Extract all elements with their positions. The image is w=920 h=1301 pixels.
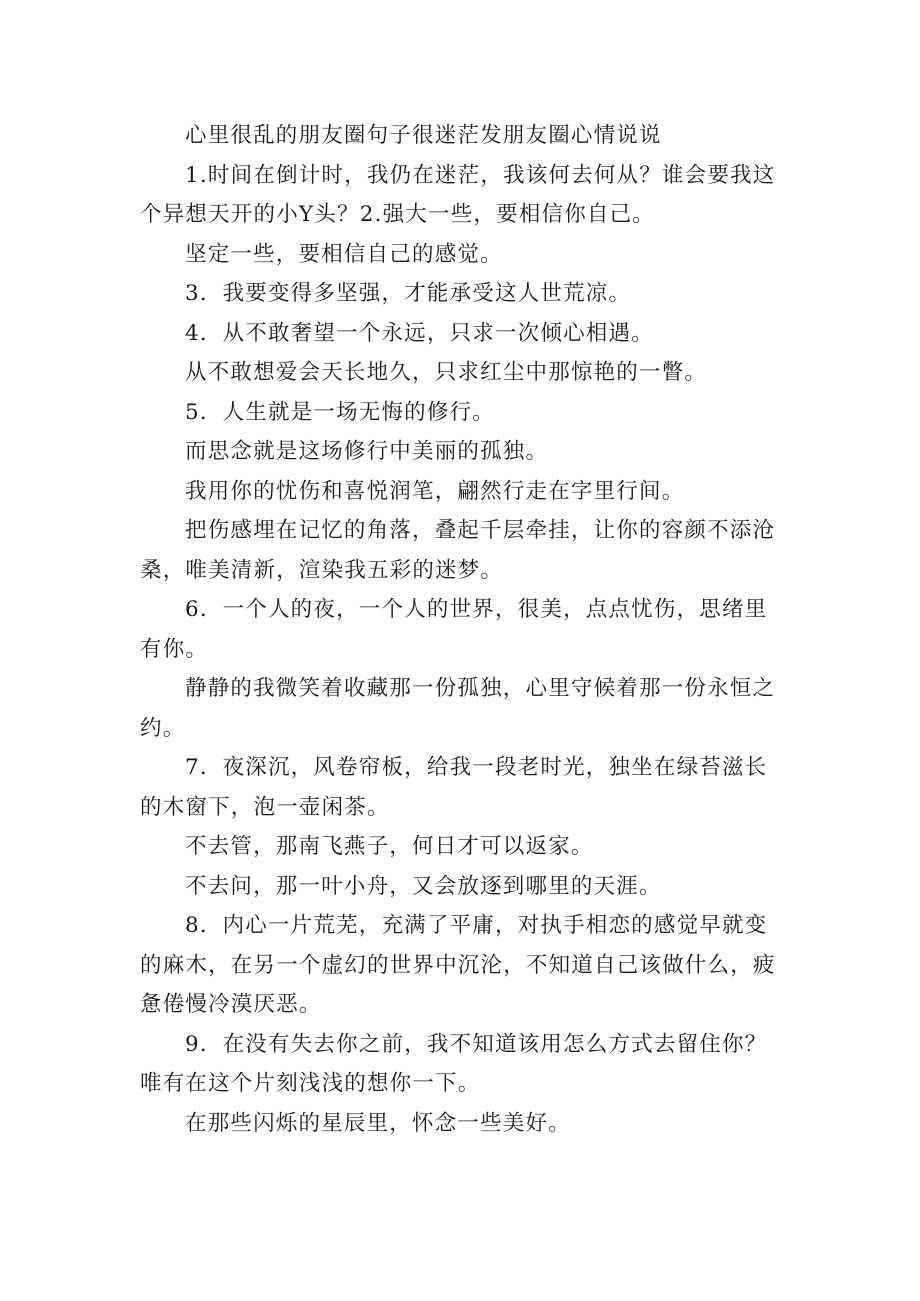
paragraph: 3．我要变得多坚强，才能承受这人世荒凉。 xyxy=(185,281,632,306)
paragraph: 从不敢想爱会天长地久，只求红尘中那惊艳的一瞥。 xyxy=(185,360,708,385)
paragraph: 9．在没有失去你之前，我不知道该用怎么方式去留住你？唯有在这个片刻浅浅的想你一下。 xyxy=(140,1031,768,1096)
paragraph: 把伤感埋在记忆的角落，叠起千层牵挂，让你的容颜不添沧桑，唯美清新，渲染我五彩的迷梦。 xyxy=(140,518,776,583)
paragraph: 6．一个人的夜，一个人的世界，很美，点点忧伤，思绪里有你。 xyxy=(140,597,768,662)
paragraph: 而思念就是这场修行中美丽的孤独。 xyxy=(185,439,549,464)
document-body xyxy=(140,116,785,1143)
paragraph: 1.时间在倒计时，我仍在迷茫，我该何去何从？谁会要我这个异想天开的小Y头？2.强大一些，要相信你自己。 xyxy=(140,162,776,227)
paragraph: 7．夜深沉，风卷帘板，给我一段老时光，独坐在绿苔滋长的木窗下，泡一壶闲茶。 xyxy=(140,755,768,820)
paragraph: 静静的我微笑着收藏那一份孤独，心里守候着那一份永恒之约。 xyxy=(140,676,776,741)
paragraph: 8．内心一片荒芜，充满了平庸，对执手相恋的感觉早就变的麻木，在另一个虚幻的世界中沉沦，不知道自己该做什么，疲惫倦慢冷漠厌恶。 xyxy=(140,913,776,1017)
paragraph: 不去管，那南飞燕子，何日才可以返家。 xyxy=(185,834,594,859)
paragraph: 在那些闪烁的星辰里，怀念一些美好。 xyxy=(185,1110,571,1136)
document-title: 心里很乱的朋友圈句子很迷茫发朋友圈心情说说 xyxy=(185,123,662,148)
paragraph: 坚定一些，要相信自己的感觉。 xyxy=(185,241,503,267)
paragraph: 不去问，那一叶小舟，又会放逐到哪里的天涯。 xyxy=(185,873,662,899)
paragraph: 我用你的忧伤和喜悦润笔，翩然行走在字里行间。 xyxy=(185,478,685,504)
paragraph: 5．人生就是一场无悔的修行。 xyxy=(185,399,495,425)
paragraph: 4．从不敢奢望一个永远，只求一次倾心相遇。 xyxy=(185,320,654,346)
